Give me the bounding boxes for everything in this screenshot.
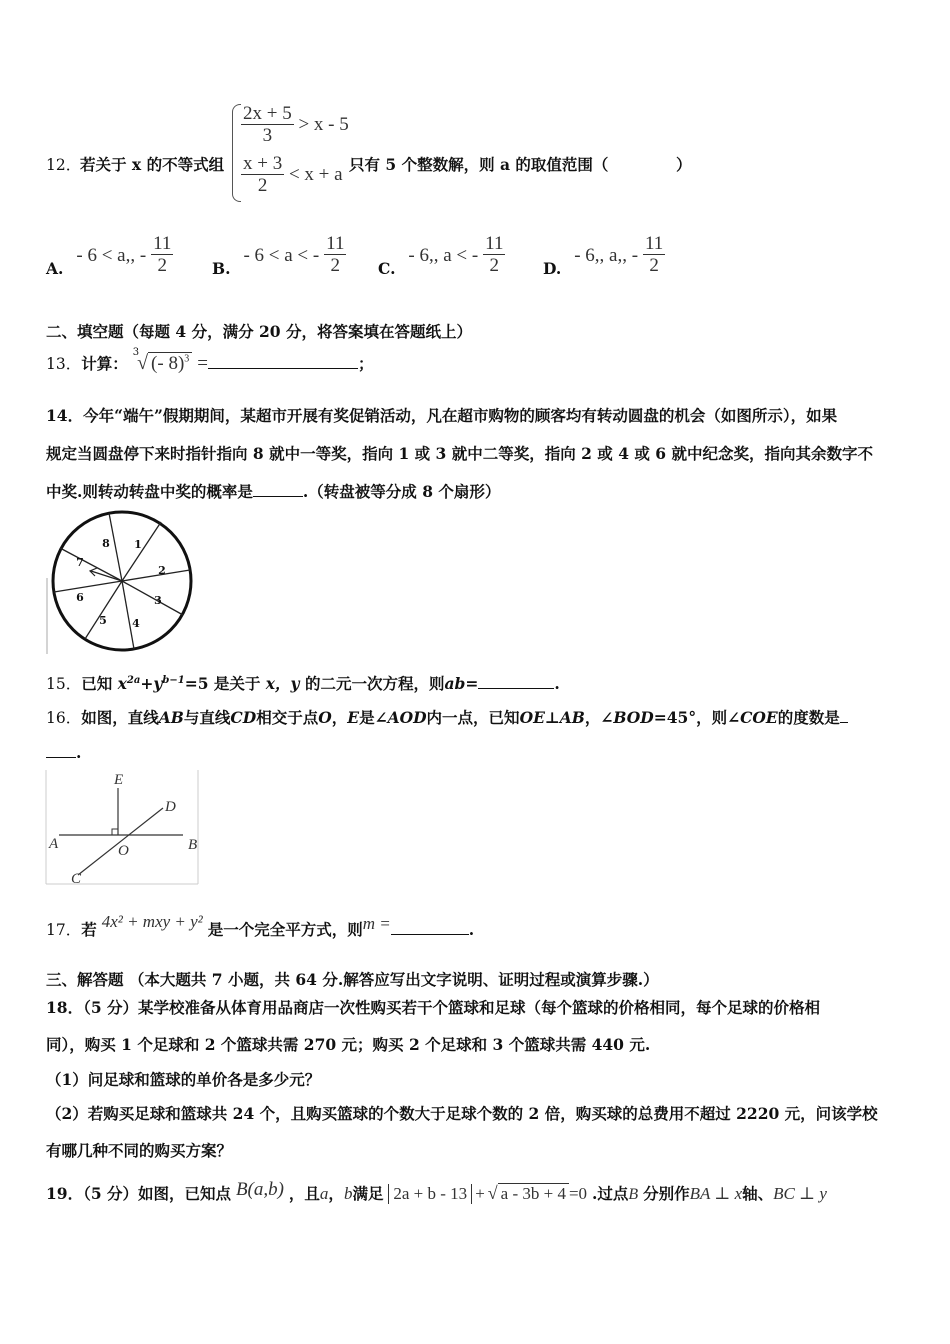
q19-t6: 轴、 (742, 1184, 774, 1203)
sector-label-7: 7 (76, 556, 84, 569)
option-label: C. (378, 259, 396, 278)
q16-figure (45, 770, 200, 886)
option-expr: - 6 < a,, - (76, 244, 147, 266)
q15-text-b: 的二元一次方程，则 (304, 674, 445, 693)
q13-radical-sign: √ (137, 352, 149, 374)
q16-t1: 如图，直线 (81, 708, 159, 727)
q18-sub2-line1: （2）若购买足球和篮球共 24 个，且购买篮球的个数大于足球个数的 2 倍，购买球的总费用不超过 2220 元，问该学校 (46, 1104, 878, 1123)
q12-var: x (131, 155, 142, 174)
q19-sqrt-sign: √ (487, 1183, 498, 1203)
q17-number: 17． (46, 921, 82, 939)
q16-bod: BOD (613, 708, 654, 727)
option-frac-den: 2 (489, 255, 500, 276)
q13-number: 13． (46, 355, 82, 373)
q17-end: . (468, 920, 475, 939)
q12-option-a (46, 233, 173, 278)
q12-after: 只有 5 个整数解，则 a 的取值范围（ (349, 155, 609, 174)
q16 (46, 706, 848, 728)
q13 (46, 346, 374, 375)
option-frac-num: 11 (645, 233, 664, 254)
q16-end: . (76, 743, 82, 762)
q12-ineq1 (241, 104, 349, 147)
q16-ab2: AB (559, 708, 585, 727)
q13-root-index: 3 (132, 346, 140, 358)
option-frac-den: 2 (649, 255, 659, 276)
q16-o: O (318, 708, 332, 727)
q16-cd: CD (230, 708, 257, 727)
q15-text-a: 已知 (81, 674, 113, 693)
line-cd (78, 808, 163, 875)
label-c: C (71, 871, 82, 886)
q12-ineq1-rhs: > x - 5 (298, 113, 349, 135)
q19-t1: ，且 (288, 1184, 320, 1203)
q15-vars: x，y (265, 674, 300, 693)
q15-number: 15． (46, 675, 82, 693)
q14-line3-tail: .（转盘被等分成 8 个扇形） (302, 482, 501, 501)
sector-label-8: 8 (102, 537, 110, 550)
q19-eq0: =0 (568, 1184, 588, 1203)
q16-t6: 内一点，已知 (426, 708, 520, 727)
q19-lead: 19．（5 分）如图，已知点 (46, 1184, 232, 1203)
sector-label-3: 3 (154, 594, 162, 607)
q16-answer-blank-a[interactable] (840, 708, 848, 723)
spinner-figure (45, 508, 195, 658)
q16-t5: 是∠ (359, 708, 388, 727)
q16-line2 (46, 743, 81, 762)
q15-eq: =5 是关于 (184, 674, 261, 693)
q17-m: m = (362, 914, 391, 933)
q15-text-c: = (465, 674, 479, 693)
q12-option-b (212, 233, 346, 278)
q12-ineq1-den: 3 (262, 125, 273, 146)
q13-text: 计算： (81, 354, 128, 373)
q13-answer-blank[interactable] (208, 354, 358, 369)
q12-close: ） (676, 155, 692, 174)
option-label: D. (543, 259, 562, 278)
option-frac (324, 234, 346, 277)
q16-e: E (347, 708, 360, 727)
q16-aod: AOD (387, 708, 427, 727)
q18-sub2-line2: 有哪几种不同的购买方案？ (46, 1141, 233, 1160)
q14-answer-blank[interactable] (253, 482, 303, 497)
label-e: E (114, 772, 124, 788)
q16-ab: AB (158, 708, 184, 727)
q16-t10: 的度数是 (777, 708, 840, 727)
q12-mid-text: 的不等式组 (146, 155, 225, 174)
option-frac (151, 234, 173, 277)
option-frac-den: 2 (330, 255, 341, 276)
q15-ab: ab (444, 674, 466, 693)
label-d: D (165, 799, 176, 815)
q19-abs-expr: 2a + b - 13 (388, 1184, 472, 1204)
q19-point: B(a,b) (235, 1179, 284, 1200)
q16-t2: 与直线 (183, 708, 231, 727)
right-angle-mark (112, 829, 118, 835)
option-frac (643, 234, 665, 277)
q12-ineq2-den: 2 (257, 175, 268, 196)
q19-sqrt-expr: a - 3b + 4 (498, 1183, 569, 1204)
q14-line3-text: 中奖.则转动转盘中奖的概率是 (46, 482, 253, 501)
sector-label-6: 6 (76, 591, 84, 604)
q13-radicand (148, 352, 192, 375)
sector-label-4: 4 (132, 617, 140, 630)
q17-text-b: 是一个完全平方式，则 (207, 920, 363, 939)
q19-b: b (343, 1184, 353, 1203)
sector-label-2: 2 (158, 564, 166, 577)
q12-ineq1-num: 2x + 5 (243, 103, 292, 124)
q12-ineq1-frac (241, 104, 294, 147)
q14-line2: 规定当圆盘停下来时指针指向 8 就中一等奖，指向 1 或 3 就中二等奖，指向 2 或 4 或 6 就中纪念奖，指向其余数字不 (46, 444, 873, 463)
option-expr: - 6,, a < - (408, 244, 479, 266)
q16-oe: OE (519, 708, 545, 727)
q13-exponent: 3 (184, 353, 190, 365)
sector-label-5: 5 (99, 614, 107, 627)
q12-ineq2-frac (241, 154, 284, 197)
q12-option-c (378, 233, 505, 278)
q19-point-b: B (628, 1186, 639, 1203)
q16-t9: =45°，则∠ (653, 708, 741, 727)
q12-ineq2-num: x + 3 (243, 153, 283, 174)
q12-lead (80, 153, 224, 175)
q16-answer-blank-b[interactable] (46, 743, 76, 758)
q19-t3: 满足 (352, 1184, 384, 1203)
q15-exp1: 2a (126, 674, 141, 686)
q19-plus: + (475, 1184, 485, 1203)
option-frac (483, 234, 505, 277)
q12-ineq2 (241, 154, 343, 197)
q17-answer-blank[interactable] (391, 920, 469, 935)
q13-end: ； (357, 354, 374, 373)
q15-answer-blank[interactable] (478, 674, 554, 689)
q16-t3: 相交于点 (256, 708, 319, 727)
q18-line2: 同），购买 1 个足球和 2 个篮球共需 270 元；购买 2 个足球和 3 个篮球共需 440 元. (46, 1035, 651, 1054)
q16-t7: ⊥ (544, 708, 560, 727)
q12-lead-text: 若关于 (80, 155, 127, 174)
option-frac-num: 11 (153, 233, 172, 254)
q19 (46, 1179, 827, 1205)
q19-t5: 分别作 (643, 1184, 690, 1203)
sector-label-1: 1 (134, 538, 142, 551)
q17 (46, 912, 475, 940)
option-label: A. (46, 259, 64, 278)
q13-equals: = (197, 353, 208, 374)
q19-ba-perp: BA ⊥ x (689, 1184, 743, 1203)
option-label: B. (212, 259, 231, 278)
q12-brace (232, 104, 241, 202)
q17-text-a: 若 (81, 920, 97, 939)
q19-t4: .过点 (592, 1184, 629, 1203)
q19-bc-perp: BC ⊥ y (773, 1184, 827, 1203)
q16-number: 16． (46, 709, 82, 727)
option-frac-num: 11 (485, 233, 504, 254)
q15-text-d: . (554, 674, 560, 693)
q18-line1: 18．（5 分）某学校准备从体育用品商店一次性购买若干个篮球和足球（每个篮球的价格相同，每个足球的价格相 (46, 998, 821, 1017)
section-3-heading: 三、解答题 （本大题共 7 小题，共 64 分.解答应写出文字说明、证明过程或演算步骤.） (46, 970, 659, 989)
q16-t4: ， (331, 708, 348, 727)
option-expr: - 6,, a,, - (574, 244, 639, 266)
q12-option-d (543, 233, 665, 278)
option-frac-den: 2 (157, 255, 168, 276)
q17-expression: 4x² + mxy + y² (101, 912, 203, 931)
q15-plus: + (140, 674, 154, 693)
label-b: B (188, 837, 198, 853)
option-expr: - 6 < a < - (243, 244, 320, 266)
q12-ineq2-rhs: < x + a (288, 163, 343, 185)
q14-line3 (46, 480, 500, 502)
q16-coe: COE (740, 708, 778, 727)
label-a: A (49, 836, 59, 852)
q14-line1: 14．今年“端午”假期期间，某超市开展有奖促销活动，凡在超市购物的顾客均有转动圆盘的机会（如图所示），如果 (46, 406, 838, 425)
q12-number: 12． (46, 156, 82, 174)
section-2-heading: 二、填空题（每题 4 分，满分 20 分，将答案填在答题纸上） (46, 322, 472, 341)
q15 (46, 672, 560, 694)
q19-a: a (319, 1184, 329, 1203)
option-frac-num: 11 (326, 233, 345, 254)
q13-radicand-text: (- 8) (151, 353, 185, 374)
q15-y: y (153, 674, 163, 693)
label-o: O (118, 843, 129, 859)
q18-sub1: （1）问足球和篮球的单价各是多少元？ (46, 1070, 321, 1089)
q15-exp2: b−1 (162, 674, 185, 686)
q15-x: x (117, 674, 127, 693)
q16-t8: ，∠ (584, 708, 614, 727)
q19-t2: ， (328, 1184, 344, 1203)
